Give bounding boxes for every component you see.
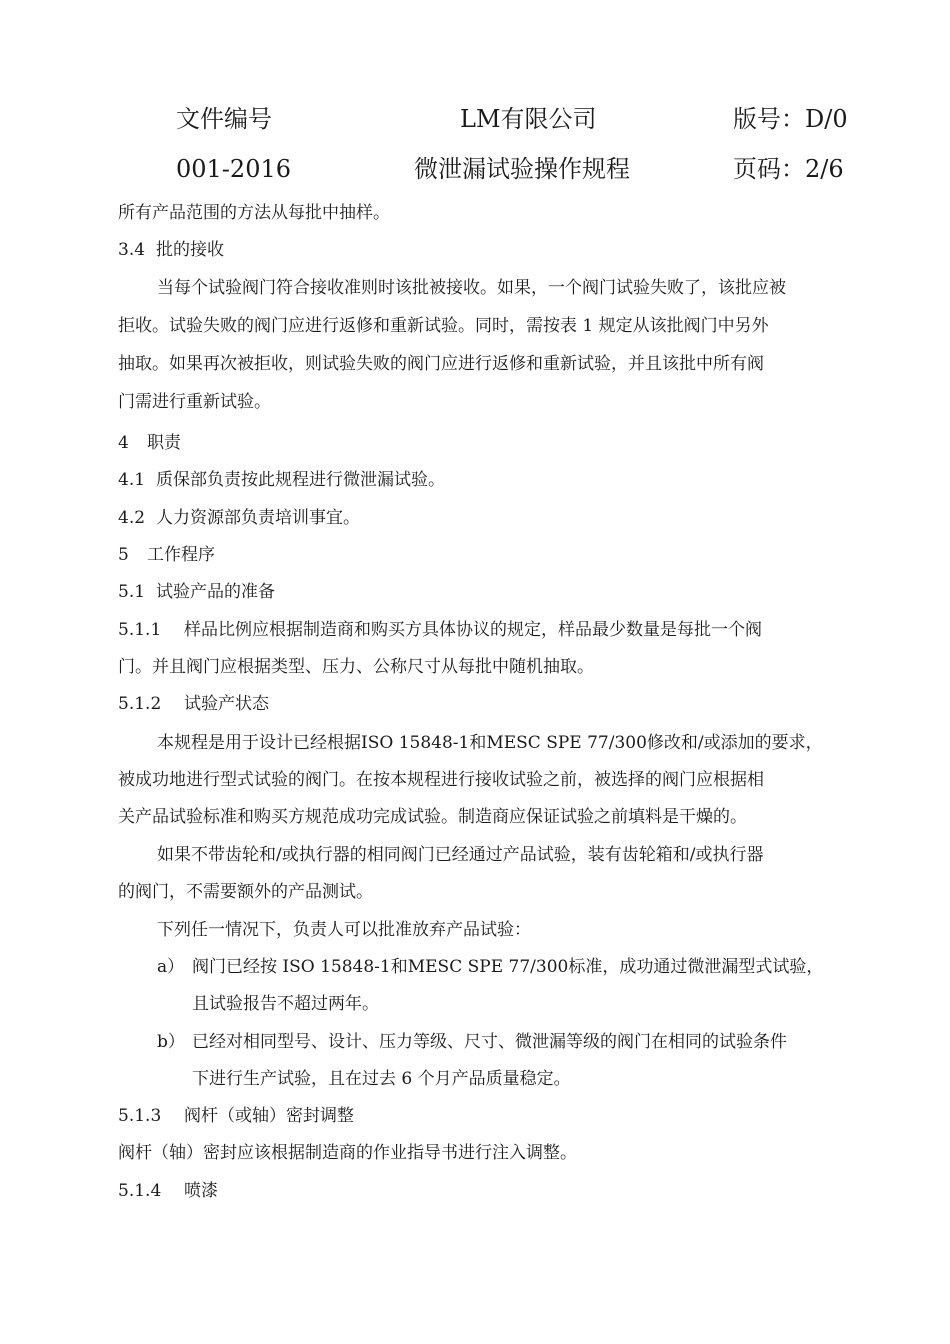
list-item-a (157, 955, 823, 979)
section-number: 5.1.3 (118, 1106, 162, 1126)
list-item-b (157, 1030, 787, 1054)
paragraph-line: 如果不带齿轮和/或执行器的相同阀门已经通过产品试验，装有齿轮箱和/或执行器 (157, 845, 764, 865)
paragraph-line: 关产品试验标准和购买方规范成功完成试验。制造商应保证试验之前填料是干燥的。 (118, 807, 747, 827)
list-label: a） (157, 957, 185, 977)
section-number: 5 (118, 545, 129, 565)
paragraph-line: 阀杆（轴）密封应该根据制造商的作业指导书进行注入调整。 (118, 1143, 577, 1163)
section-heading (118, 238, 224, 262)
section-number: 4.1 (118, 470, 146, 490)
section-title: 职责 (147, 433, 181, 453)
document-title: 微泄漏试验操作规程 (414, 155, 630, 183)
page-number: 页码：2/6 (733, 155, 844, 183)
section-number: 3.4 (118, 240, 146, 260)
section-text: 质保部负责按此规程进行微泄漏试验。 (156, 470, 445, 490)
list-text: 下进行生产试验，且在过去 6 个月产品质量稳定。 (192, 1069, 571, 1089)
paragraph-line: 被成功地进行型式试验的阀门。在按本规程进行接收试验之前，被选择的阀门应根据相 (118, 770, 764, 790)
list-text: 已经对相同型号、设计、压力等级、尺寸、微泄漏等级的阀门在相同的试验条件 (192, 1032, 787, 1052)
paragraph-line: 样品比例应根据制造商和购买方具体协议的规定，样品最少数量是每批一个阀 (184, 620, 762, 640)
section-number: 5.1 (118, 582, 146, 602)
section-number: 5.1.1 (118, 620, 162, 640)
section-heading (118, 618, 762, 642)
section-title: 试验产品的准备 (156, 582, 275, 602)
list-text: 阀门已经按 ISO 15848-1和MESC SPE 77/300标准，成功通过微泄漏型式试验， (192, 957, 824, 977)
section-heading (118, 580, 275, 604)
section-heading (118, 468, 445, 492)
section-title: 试验产状态 (184, 694, 269, 714)
section-heading (118, 1104, 354, 1128)
section-number: 5.1.2 (118, 694, 162, 714)
section-heading (118, 1179, 218, 1203)
section-heading (118, 431, 181, 455)
section-title: 批的接收 (156, 240, 224, 260)
paragraph-line: 当每个试验阀门符合接收准则时该批被接收。如果，一个阀门试验失败了，该批应被 (157, 278, 786, 298)
paragraph-line: 下列任一情况下，负责人可以批准放弃产品试验： (157, 920, 531, 940)
section-text: 人力资源部负责培训事宜。 (156, 508, 360, 528)
section-number: 4 (118, 433, 129, 453)
list-text: 且试验报告不超过两年。 (192, 994, 379, 1014)
doc-number: 001-2016 (176, 155, 291, 183)
paragraph-line: 本规程是用于设计已经根据ISO 15848-1和MESC SPE 77/300修改和/或添加的要求， (157, 733, 823, 753)
doc-number-label: 文件编号 (176, 105, 272, 133)
section-title: 喷漆 (184, 1181, 218, 1201)
section-heading (118, 692, 269, 716)
paragraph-line: 拒收。试验失败的阀门应进行返修和重新试验。同时，需按表 1 规定从该批阀门中另外 (118, 316, 769, 336)
section-number: 4.2 (118, 508, 146, 528)
section-title: 工作程序 (147, 545, 215, 565)
section-number: 5.1.4 (118, 1181, 162, 1201)
section-heading (118, 506, 360, 530)
paragraph-line: 门需进行重新试验。 (118, 392, 271, 412)
paragraph-line: 的阀门，不需要额外的产品测试。 (118, 882, 373, 902)
section-title: 阀杆（或轴）密封调整 (184, 1106, 354, 1126)
section-heading (118, 543, 215, 567)
version-label: 版号：D/0 (733, 105, 848, 133)
company-name: LM有限公司 (460, 105, 597, 133)
paragraph-line: 抽取。如果再次被拒收，则试验失败的阀门应进行返修和重新试验，并且该批中所有阀 (118, 354, 764, 374)
list-label: b） (157, 1032, 185, 1052)
body-line: 所有产品范围的方法从每批中抽样。 (118, 203, 390, 223)
paragraph-line: 门。并且阀门应根据类型、压力、公称尺寸从每批中随机抽取。 (118, 657, 594, 677)
